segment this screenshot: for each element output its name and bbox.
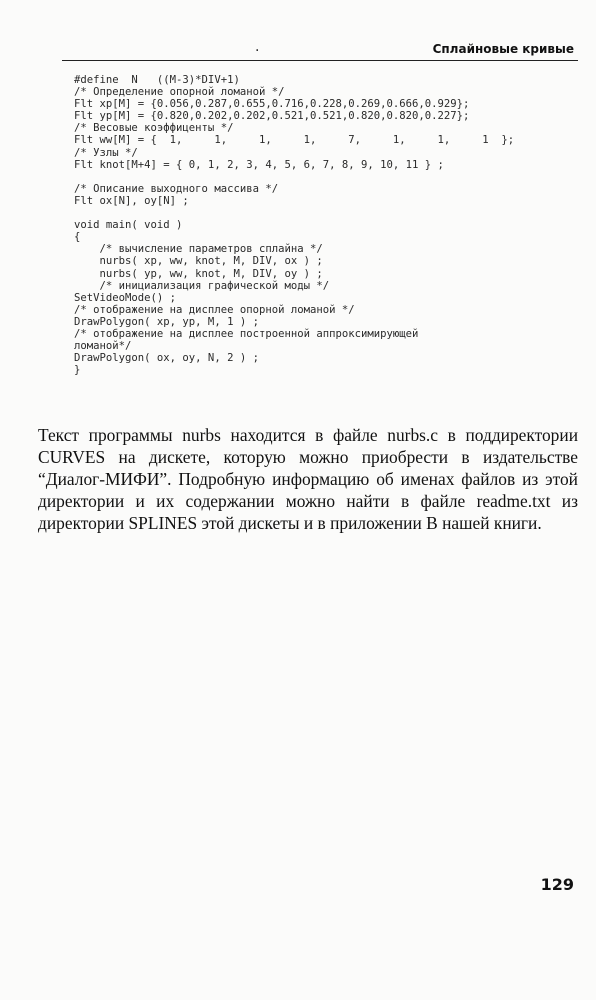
code-line: /* вычисление параметров сплайна */ <box>74 243 323 256</box>
code-line: Flt knot[M+4] = { 0, 1, 2, 3, 4, 5, 6, 7, 8, 9, 10, 11 } ; <box>74 158 444 171</box>
code-line: #define N ((M-3)*DIV+1) <box>74 74 240 86</box>
code-line: ломаной*/ <box>74 340 132 353</box>
code-line: /* Узлы */ <box>74 146 138 159</box>
code-line <box>74 171 584 183</box>
code-line: nurbs( yp, ww, knot, M, DIV, oy ) ; <box>74 267 323 280</box>
code-line: DrawPolygon( ox, oy, N, 2 ) ; <box>74 352 259 365</box>
code-line: Flt ww[M] = { 1, 1, 1, 1, 7, 1, 1, 1 }; <box>74 134 515 147</box>
code-line: { <box>74 231 81 244</box>
code-line: /* Весовые коэффиценты */ <box>74 122 234 135</box>
page-number: 129 <box>540 875 574 894</box>
code-line: Flt xp[M] = {0.056,0.287,0.655,0.716,0.228,0.269,0.666,0.929}; <box>74 98 470 111</box>
code-line: /* Описание выходного массива */ <box>74 182 279 195</box>
code-line: /* отображение на дисплее построенной аппроксимирующей <box>74 327 419 340</box>
header-dot: · <box>255 43 260 59</box>
code-line <box>74 207 584 219</box>
code-line: nurbs( xp, ww, knot, M, DIV, ox ) ; <box>74 255 323 268</box>
code-line: DrawPolygon( xp, yp, M, 1 ) ; <box>74 315 259 328</box>
code-line: /* отображение на дисплее опорной ломаной */ <box>74 303 355 316</box>
code-line: /* инициализация графической моды */ <box>74 279 330 292</box>
code-line: /* Определение опорной ломаной */ <box>74 86 285 99</box>
code-line: void main( void ) <box>74 219 183 232</box>
body-paragraph: Текст программы nurbs находится в файле nurbs.c в поддиректории CURVES на дискете, которую можно приобрести в издательстве “Диалог-МИФИ”. Подробную информацию об именах файлов из этой директории и их содержании можно найти в файле readme.txt из директории SPLINES этой дискеты и в приложении В нашей книги. <box>38 425 578 533</box>
header-rule <box>62 60 578 61</box>
code-line: } <box>74 364 81 377</box>
code-listing <box>74 74 584 376</box>
code-line: SetVideoMode() ; <box>74 291 177 304</box>
code-line: Flt yp[M] = {0.820,0.202,0.202,0.521,0.521,0.820,0.820,0.227}; <box>74 110 470 123</box>
running-head: Сплайновые кривые <box>432 42 574 56</box>
code-line: Flt ox[N], oy[N] ; <box>74 194 189 207</box>
